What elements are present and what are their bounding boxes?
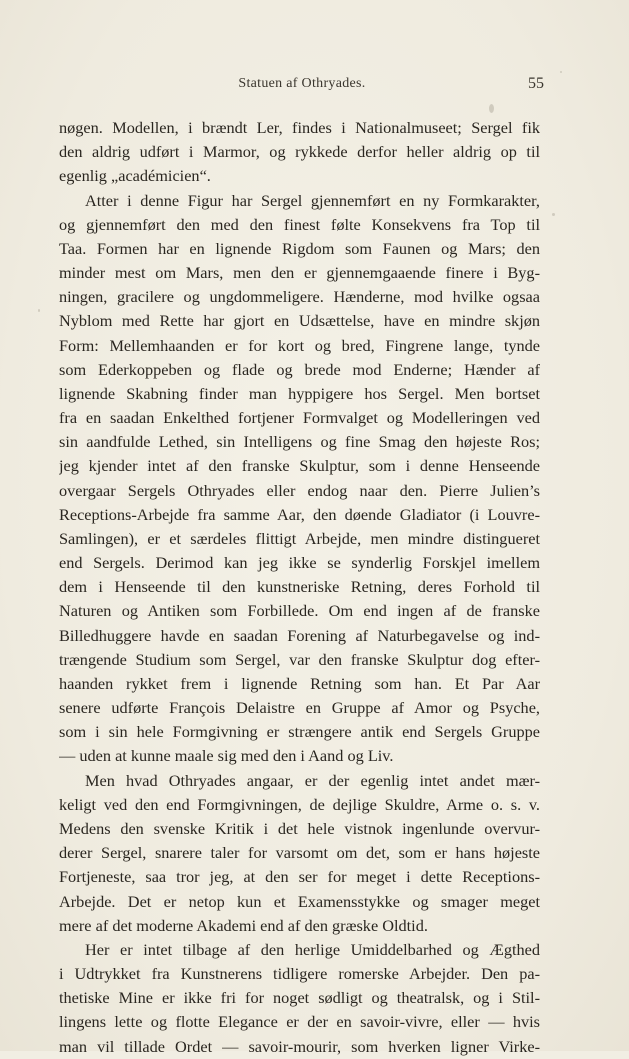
paper-blemish (489, 104, 494, 113)
text-line: og gjennemført den med den finest følte Konsekvens fra Top til (59, 214, 540, 234)
paper-blemish (560, 71, 562, 73)
text-line: senere udførte François Delaistre en Gruppe af Amor og Psyche, (59, 698, 540, 718)
text-line: fra en saadan Enkelthed fortjener Formvalget og Modelleringen ved (59, 408, 540, 428)
page-header (62, 76, 542, 98)
text-line: sin aandfulde Lethed, sin Intelligens og fine Smag den højeste Ros; (59, 432, 540, 452)
text-line: Taa. Formen har en lignende Rigdom som Faunen og Mars; den (59, 238, 540, 258)
text-line: Nyblom med Rette har gjort en Udsættelse, have en mindre skjøn (59, 311, 540, 331)
page-number: 55 (528, 75, 544, 92)
text-line: Her er intet tilbage af den herlige Umiddelbarhed og Ægthed (85, 939, 540, 959)
body-text (59, 116, 540, 1059)
paper-blemish (38, 309, 40, 312)
running-title: Statuen af Othryades. (238, 76, 366, 91)
text-line: man vil tillade Ordet — savoir-mourir, som hverken ligner Virke- (59, 1036, 540, 1056)
text-line: jeg kjender intet af den franske Skulptur, som i denne Henseende (59, 456, 540, 476)
text-line: i Udtrykket fra Kunstnerens tidligere romerske Arbejder. Den pa- (59, 964, 540, 984)
text-line: Men hvad Othryades angaar, er der egenlig intet andet mær- (85, 770, 540, 790)
text-line: lingens lette og flotte Elegance er der en savoir-vivre, eller — hvis (59, 1012, 540, 1032)
text-line: ningen, gracilere og ungdommeligere. Hænderne, mod hvilke ogsaa (59, 287, 540, 307)
text-line: trængende Studium som Sergel, var den franske Skulptur dog efter- (59, 649, 540, 669)
text-line: Arbejde. Det er netop kun et Examensstykke og smager meget (59, 891, 540, 911)
text-line: overgaar Sergels Othryades eller endog naar den. Pierre Julien’s (59, 480, 540, 500)
text-line: minder mest om Mars, men den er gjennemgaaende finere i Byg- (59, 263, 540, 283)
text-line: nøgen. Modellen, i brændt Ler, findes i Nationalmuseet; Sergel fik (59, 118, 540, 137)
text-line: lignende Skabning finder man hyppigere hos Sergel. Men bortset (59, 383, 540, 403)
text-line: Atter i denne Figur har Sergel gjennemført en ny Formkarakter, (85, 190, 540, 210)
text-line: — uden at kunne maale sig med den i Aand og Liv. (59, 746, 394, 766)
text-line: som i sin hele Formgivning er strængere antik end Sergels Gruppe (59, 722, 540, 742)
text-line: Receptions-Arbejde fra samme Aar, den døende Gladiator (i Louvre- (59, 504, 540, 524)
text-line: Samlingen), er et særdeles flittigt Arbejde, men mindre distingueret (59, 528, 540, 548)
text-line: Naturen og Antiken som Forbillede. Om end ingen af de franske (59, 601, 540, 621)
text-line: keligt ved den end Formgivningen, de dejlige Skuldre, Arme o. s. v. (59, 794, 540, 814)
text-line: egenlig „académicien“. (59, 166, 211, 186)
text-line: thetiske Mine er ikke fri for noget sødligt og theatralsk, og i Stil- (59, 988, 540, 1008)
text-line: mere af det moderne Akademi end af den græske Oldtid. (59, 915, 428, 935)
text-line: Fortjeneste, saa tror jeg, at den ser for meget i dette Receptions- (59, 867, 540, 887)
text-line: end Sergels. Derimod kan jeg ikke se synderlig Forskjel imellem (59, 553, 540, 573)
paper-blemish (552, 213, 555, 216)
text-line: derer Sergel, snarere taler for varsomt om det, som er hans højeste (59, 843, 540, 863)
text-line: dem i Henseende til den kunstneriske Retning, deres Forhold til (59, 577, 540, 597)
text-line: haanden rykket frem i lignende Retning som han. Et Par Aar (59, 673, 540, 693)
text-line: Billedhuggere havde en saadan Forening af Naturbegavelse og ind- (59, 625, 540, 645)
text-line: som Ederkoppeben og flade og brede mod Enderne; Hænder af (59, 359, 540, 379)
text-line: den aldrig udført i Marmor, og rykkede derfor heller aldrig op til (59, 142, 540, 162)
text-line: Form: Mellemhaanden er for kort og bred, Fingrene lange, tynde (59, 335, 540, 355)
text-line: Medens den svenske Kritik i det hele vistnok ingenlunde overvur- (59, 818, 540, 838)
